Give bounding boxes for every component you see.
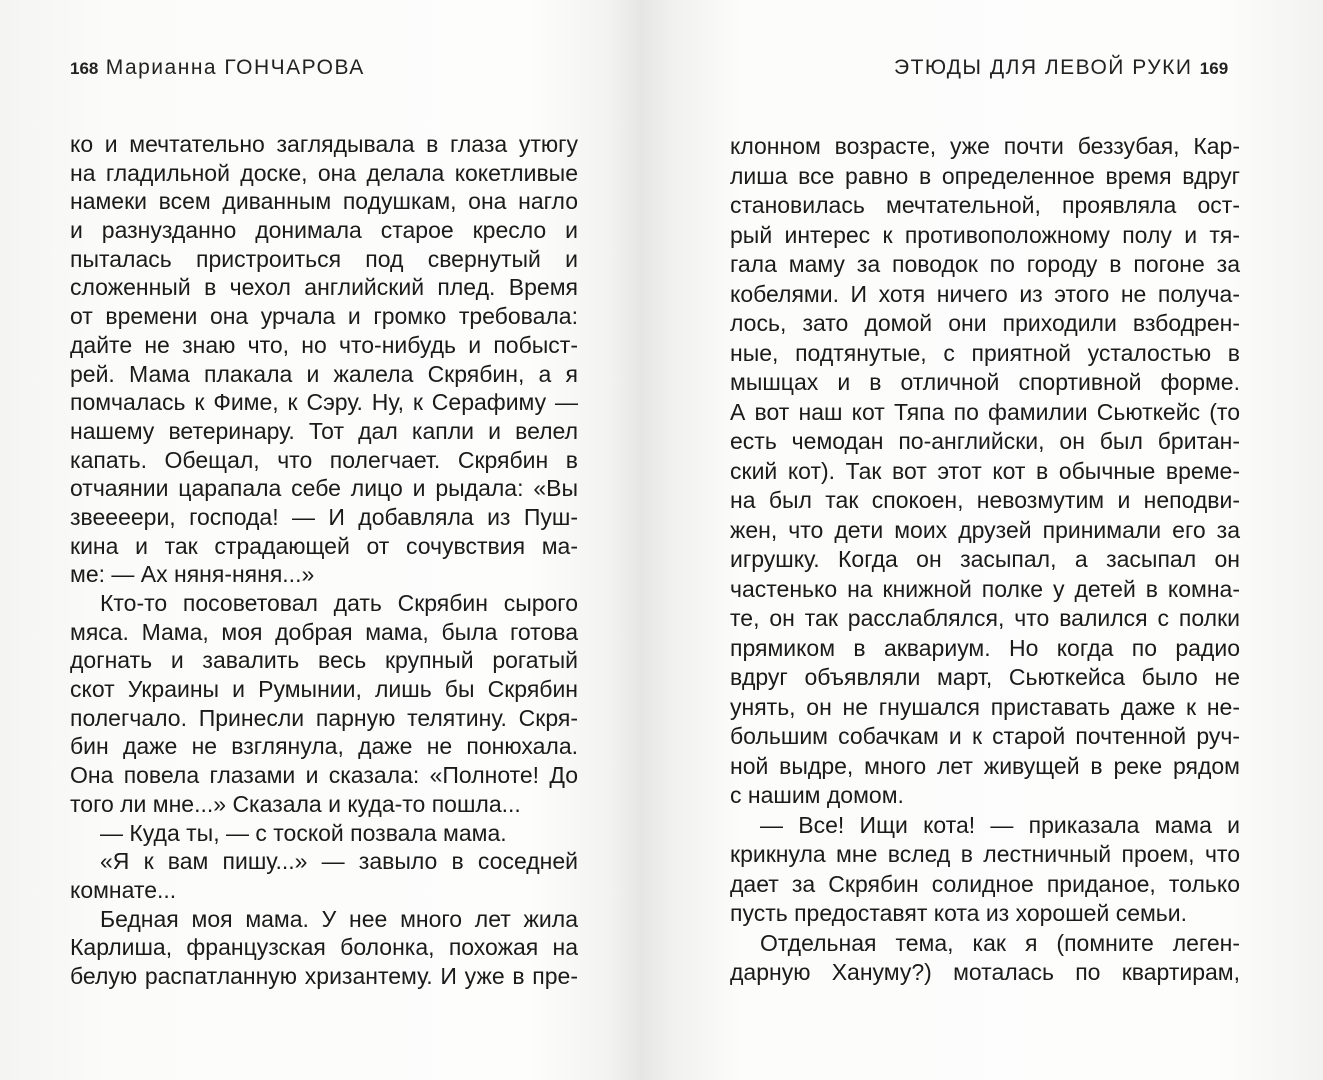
text-line: сложенный в чехол английский плед. Время [70,274,578,301]
text-line: дарную Хануму?) моталась по квартирам, [730,959,1240,985]
text-line: унять, он не гнушался приставать даже к не- [730,693,1240,720]
text-line: бин даже не взглянула, даже не понюхала. [70,733,578,760]
text-line: на был так спокоен, невозмутим и неподви- [730,487,1240,513]
text-line: ной выдре, много лет живущей в реке рядом [730,752,1240,779]
text-line: «Я к вам пишу...» — завыло в соседней [100,848,578,875]
text-line: капать. Обещал, что полегчает. Скрябин в [70,446,578,473]
text-line: лось, зато домой они приходили взбодрен- [730,310,1240,336]
text-line: отчаянии царапала себе лицо и рыдала: «Вы [70,475,578,502]
left-page-number: 168 [70,59,99,78]
text-line: ко и мечтательно заглядывала в глаза утюгу [70,131,578,157]
book-title: ЭТЮДЫ ДЛЯ ЛЕВОЙ РУКИ [894,56,1193,79]
text-line: пыталась пристроиться под свернутый и [70,245,578,272]
text-line: от времени она урчала и громко требовала: [70,303,578,330]
text-line: Отдельная тема, как я (помните леген- [760,929,1240,956]
text-line: Она повела глазами и сказала: «Полноте! До [70,762,578,789]
text-line: мяса. Мама, моя добрая мама, была готова [70,618,578,645]
text-line: и разнузданно донимала старое кресло и [70,217,578,244]
left-page-body [70,130,578,991]
text-line: становилась мечтательной, проявляла ост- [730,192,1240,218]
text-line: гала маму за поводок по городу в погоне за [730,251,1240,277]
text-line: кобелями. И хотя ничего из этого не получа- [730,280,1240,307]
left-running-head [70,56,365,80]
text-line: полегчало. Принесли парную телятину. Скря- [70,704,578,731]
text-line: жен, что дети моих друзей принимали его за [730,516,1240,543]
text-line: крикнула мне вслед в лестничный проем, что [730,841,1240,867]
right-running-head [894,56,1228,80]
text-line: того ли мне...» Сказала и куда-то пошла... [70,790,521,817]
text-line: ме: — Ах няня-няня...» [70,561,315,588]
text-line: нашему ветеринару. Тот дал капли и велел [70,417,578,444]
text-line: А вот наш кот Тяпа по фамилии Сьюткейс (то [730,398,1240,425]
text-line: догнать и завалить весь крупный рогатый [70,647,578,674]
text-line: мышцах и в отличной спортивной форме. [730,369,1240,395]
text-line: Кто-то посоветовал дать Скрябин сырого [100,590,578,616]
text-line: — Куда ты, — с тоской позвала мама. [100,819,507,846]
text-line: большим собачкам и к старой почтенной руч- [730,723,1240,749]
text-line: лиша все равно в определенное время вдруг [730,162,1240,189]
text-line: — Все! Ищи кота! — приказала мама и [760,811,1240,838]
text-line: кина и так страдающей от сочувствия ма- [70,532,578,559]
text-line: намеки всем диванным подушкам, она нагло [70,188,578,215]
text-line: рей. Мама плакала и жалела Скрябин, а я [70,360,578,387]
text-line: Бедная моя мама. У нее много лет жила [100,905,578,932]
text-line: клонном возрасте, уже почти беззубая, Кар- [730,133,1240,159]
text-line: дает за Скрябин солидное приданое, только [730,870,1240,897]
text-line: дайте не знаю что, но что-нибудь и побыст- [70,331,578,358]
text-line: вдруг объявляли март, Сьюткейса было не [730,664,1240,690]
text-line: на гладильной доске, она делала кокетливые [70,159,578,186]
text-line: скот Украины и Румынии, лишь бы Скрябин [70,676,578,703]
text-line: пусть предоставят кота из хорошей семьи. [730,900,1188,926]
text-line: звеееери, господа! — И добавляла из Пуш- [70,503,578,530]
text-line: ский кот). Так вот этот кот в обычные време- [730,457,1240,484]
text-line: белую распатланную хризантему. И уже в пре- [70,962,578,989]
text-line: ные, подтянутые, с приятной усталостью в [730,339,1240,366]
right-page-body [730,132,1240,988]
text-line: комнате... [70,876,177,903]
author-name: Марианна ГОНЧАРОВА [105,56,365,79]
text-line: Карлиша, французская болонка, похожая на [70,934,578,961]
text-line: те, он так расслаблялся, что валился с полки [730,605,1240,631]
right-page-number: 169 [1199,59,1229,78]
text-line: прямиком в аквариум. Но когда по радио [730,634,1240,661]
text-line: помчалась к Фиме, к Сэру. Ну, к Серафиму — [70,389,578,416]
text-line: рый интерес к противоположному полу и тя- [730,221,1240,248]
text-line: есть чемодан по-английски, он был британ- [730,428,1240,454]
text-line: с нашим домом. [730,782,904,808]
text-line: игрушку. Когда он засыпал, а засыпал он [730,546,1240,572]
text-line: частенько на книжной полке у детей в комна- [730,575,1240,602]
